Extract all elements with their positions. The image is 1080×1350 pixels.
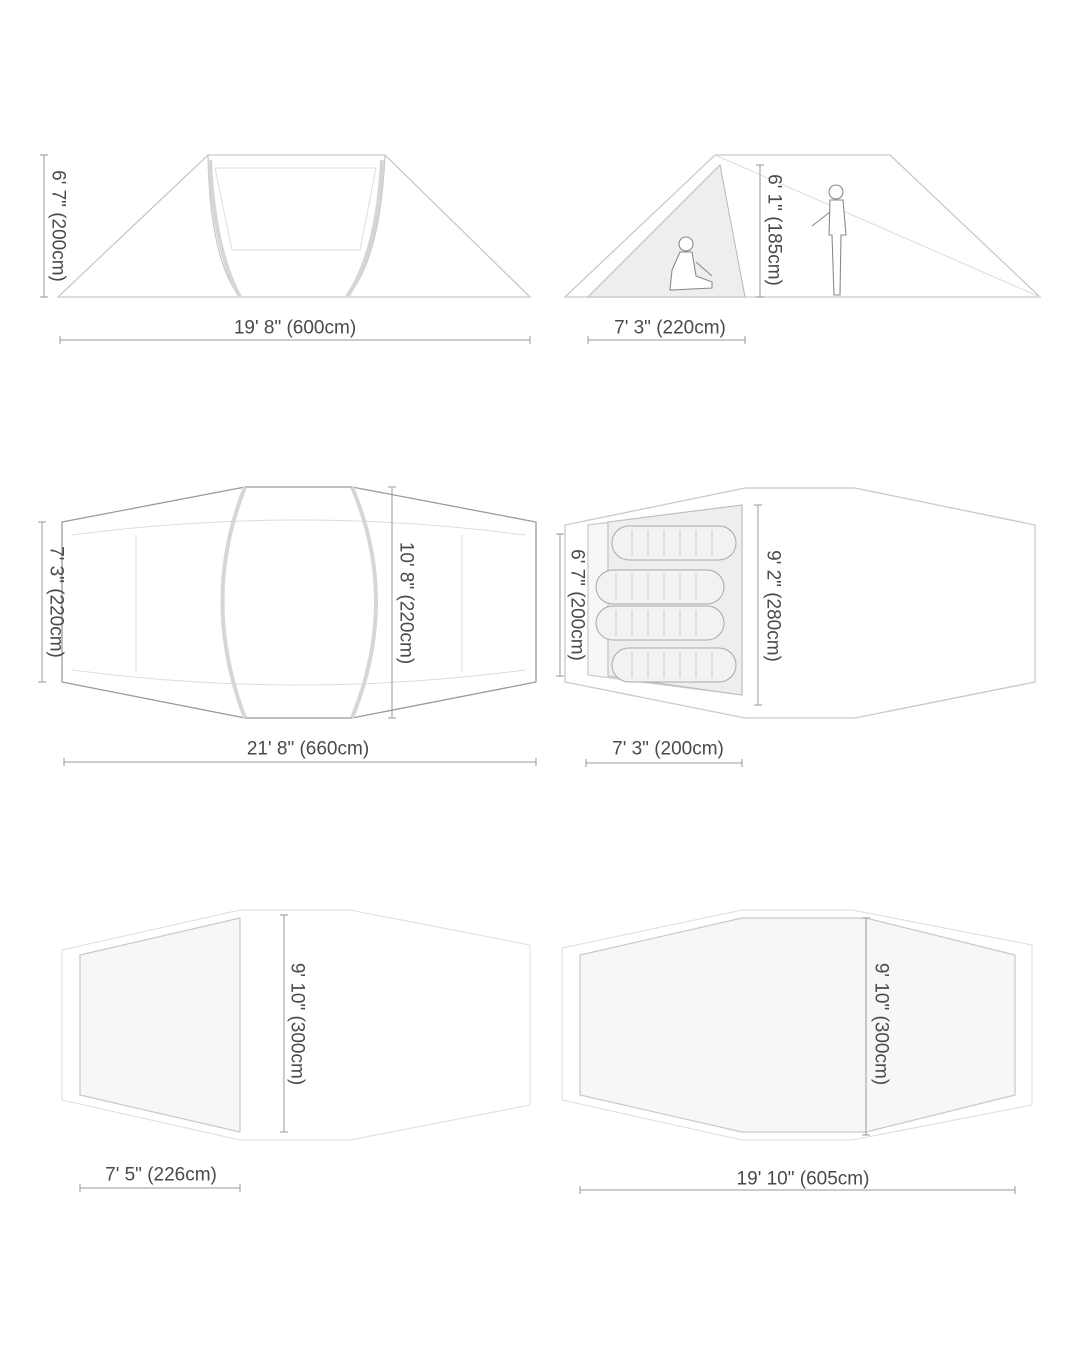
sleeping-bag	[596, 570, 724, 604]
side-view-tent	[58, 155, 530, 297]
inner-view-length-label: 6' 7" (200cm)	[566, 549, 588, 661]
top-view-tent	[62, 487, 536, 718]
side-view-height-label: 6' 7" (200cm)	[47, 170, 69, 282]
end-view-width-label: 7' 3" (220cm)	[614, 317, 726, 339]
footprint-half-vestibule-label: 7' 5" (226cm)	[105, 1164, 217, 1186]
inner-view-width-line	[754, 505, 762, 705]
footprint-full-length-label: 19' 10" (605cm)	[736, 1168, 870, 1190]
top-view-mid-width-label: 10' 8" (220cm)	[395, 541, 417, 665]
end-view-height-label: 6' 1" (185cm)	[763, 174, 785, 286]
footprint-full-width-label: 9' 10" (300cm)	[870, 962, 892, 1086]
footprint-full	[562, 910, 1032, 1140]
standing-person-figure	[812, 185, 846, 295]
inner-view-depth-label: 7' 3" (200cm)	[612, 738, 724, 760]
sleeping-bag	[612, 648, 736, 682]
top-view-end-width-label: 7' 3" (220cm)	[45, 546, 67, 658]
sleeping-bag	[612, 526, 736, 560]
end-view-tent	[565, 155, 1040, 297]
inner-view-width-label: 9' 2" (280cm)	[762, 550, 784, 662]
inner-view-depth-line	[586, 759, 742, 767]
side-view-length-label: 19' 8" (600cm)	[233, 317, 357, 339]
sleeping-bag	[596, 606, 724, 640]
footprint-half-width-label: 9' 10" (300cm)	[286, 962, 308, 1086]
top-view-length-label: 21' 8" (660cm)	[246, 738, 370, 760]
inner-view-length-line	[556, 534, 564, 676]
